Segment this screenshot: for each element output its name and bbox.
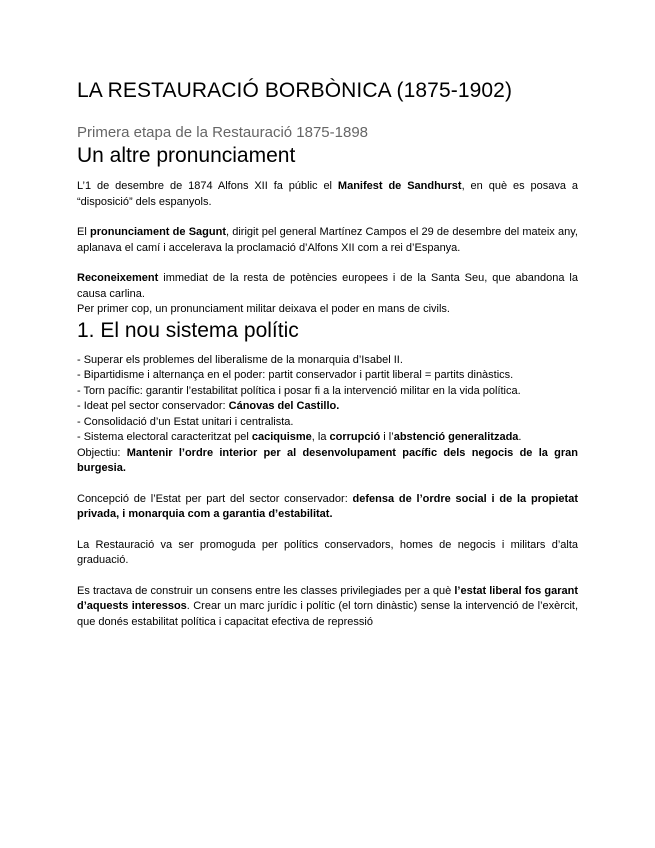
bold-run: Reconeixement	[77, 272, 159, 284]
bold-run: abstenció generalitzada	[393, 431, 519, 443]
text-run: .	[518, 431, 522, 443]
text-run: immediat de la resta de potències europees i de la Santa Seu, que abandona la causa carlina.	[77, 272, 578, 300]
paragraph-sagunt	[77, 225, 578, 256]
bold-run: defensa de l’ordre social i de la propietat privada, i monarquia com a garantia d’estabilitat.	[77, 492, 578, 520]
list-item: - Superar els problemes del liberalisme de la monarquia d’Isabel II.	[77, 353, 403, 366]
bold-run: corrupció	[329, 431, 381, 443]
bold-run: Cánovas del Castillo.	[228, 400, 340, 412]
text-run: . Crear un marc jurídic i polític (el torn dinàstic) sense la intervenció de l’exèrcit, que donés estabilitat política i capacitat efectiva de repressió	[77, 600, 578, 628]
text-run: , dirigit pel general Martínez Campos el 29 de desembre del mateix any, aplanava el camí i accelerava la proclamació d’Alfons XII com a rei d’Espanya.	[77, 226, 578, 254]
list-item	[77, 399, 578, 415]
text-run: Es tractava de construir un consens entre les classes privilegiades per a què	[77, 584, 455, 597]
list-item	[77, 430, 578, 446]
bold-run: Mantenir l’ordre interior per al desenvolupament pacífic dels negocis de la gran burgesia.	[77, 446, 579, 474]
text-run: Concepció de l’Estat per part del sector conservador:	[77, 492, 353, 505]
paragraph-promoguda: La Restauració va ser promoguda per polítics conservadors, homes de negocis i militars d’alta graduació.	[77, 538, 578, 566]
text-run: i l’	[380, 431, 394, 443]
paragraph-sandhurst	[77, 179, 578, 210]
bold-run: caciquisme	[251, 431, 312, 443]
section-heading-sistema-politic: 1. El nou sistema polític	[77, 318, 299, 342]
bullet-list	[77, 353, 578, 446]
document-subtitle: Primera etapa de la Restauració 1875-1898	[77, 124, 369, 141]
document-body	[77, 78, 578, 630]
text-run: , la	[311, 431, 330, 443]
text-run: - Ideat pel sector conservador:	[77, 400, 229, 412]
paragraph-consens	[77, 584, 578, 631]
bold-run: pronunciament de Sagunt	[90, 226, 226, 238]
list-item: - Bipartidisme i alternança en el poder: partit conservador i partit liberal = partits dinàstics.	[77, 369, 514, 381]
bold-run: Manifest de Sandhurst	[337, 180, 462, 192]
paragraph-concepcio	[77, 492, 578, 523]
text-run: - Sistema electoral caracteritzat pel	[77, 431, 252, 443]
paragraph-objectiu	[77, 446, 578, 477]
bold-run: l’estat liberal fos garant d’aquests interessos	[77, 584, 578, 612]
document-title: LA RESTAURACIÓ BORBÒNICA (1875-1902)	[77, 79, 513, 102]
list-item: - Consolidació d’un Estat unitari i centralista.	[77, 415, 294, 428]
text-run: L’1 de desembre de 1874 Alfons XII fa públic el	[77, 180, 338, 192]
paragraph-reconeixement	[77, 271, 578, 302]
paragraph-civils: Per primer cop, un pronunciament militar deixava el poder en mans de civils.	[77, 303, 450, 315]
section-heading-pronunciament: Un altre pronunciament	[77, 144, 296, 167]
text-run: Objectiu:	[77, 446, 127, 459]
text-run: El	[77, 226, 90, 238]
text-run: , en què es posava a “disposició” dels espanyols.	[77, 180, 578, 208]
list-item: - Torn pacífic: garantir l’estabilitat política i posar fi a la intervenció militar en la vida política.	[77, 384, 521, 397]
